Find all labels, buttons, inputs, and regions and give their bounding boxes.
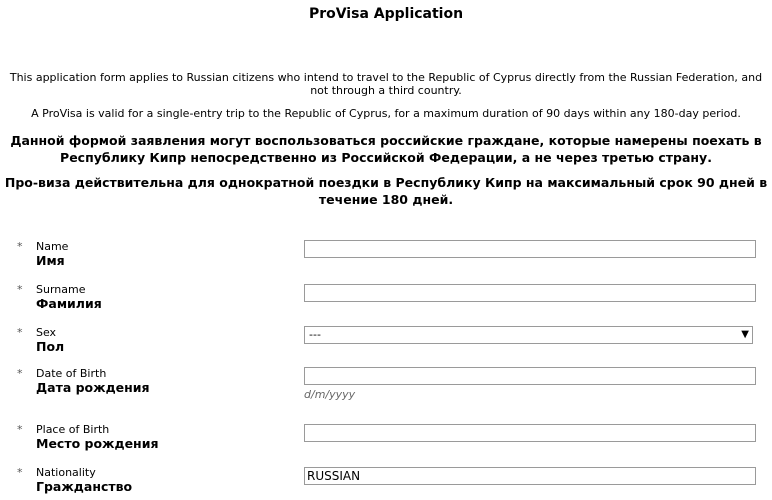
name-label-en: Name [36,240,69,253]
name-input[interactable] [304,240,756,258]
page-title: ProVisa Application [308,6,464,22]
intro-ru-line-1a: Данной формой заявления могут воспользоваться российские граждане, которые намерены поехать в [10,133,762,148]
required-marker: * [17,367,23,380]
surname-label-en: Surname [36,283,86,296]
required-marker: * [17,423,23,436]
surname-input[interactable] [304,284,756,302]
intro-ru-line-2a: Про-виза действительна для однократной поездки в Республику Кипр на максимальный срок 90 дней в [4,175,768,190]
place-of-birth-input[interactable] [304,424,756,442]
sex-select-value: --- [309,328,321,341]
sex-label-ru: Пол [36,339,65,354]
nationality-label-ru: Гражданство [36,479,133,494]
intro-en-line-1b: not through a third country. [310,84,462,97]
dob-label-ru: Дата рождения [36,380,150,395]
intro-en-line-2: A ProVisa is valid for a single-entry trip to the Republic of Cyprus, for a maximum duration of 90 days within any 180-day period. [31,107,741,120]
sex-label-en: Sex [36,326,57,339]
required-marker: * [17,466,23,479]
nationality-label-en: Nationality [36,466,96,479]
name-label-ru: Имя [36,253,65,268]
required-marker: * [17,326,23,339]
sex-select[interactable] [304,326,753,344]
dob-label-en: Date of Birth [36,367,107,380]
nationality-input[interactable] [304,467,756,485]
surname-label-ru: Фамилия [36,296,102,311]
chevron-down-icon: ▼ [741,329,749,340]
intro-en-line-1a: This application form applies to Russian citizens who intend to travel to the Republic of Cyprus directly from the Russian Federation, and [9,71,763,84]
date-of-birth-input[interactable] [304,367,756,385]
intro-ru-line-1b: Республику Кипр непосредственно из Российской Федерации, а не через третью страну. [60,150,712,165]
required-marker: * [17,240,23,253]
date-format-hint: d/m/yyyy [304,388,356,401]
required-marker: * [17,283,23,296]
pob-label-ru: Место рождения [36,436,159,451]
pob-label-en: Place of Birth [36,423,110,436]
intro-ru-line-2b: течение 180 дней. [318,192,454,207]
